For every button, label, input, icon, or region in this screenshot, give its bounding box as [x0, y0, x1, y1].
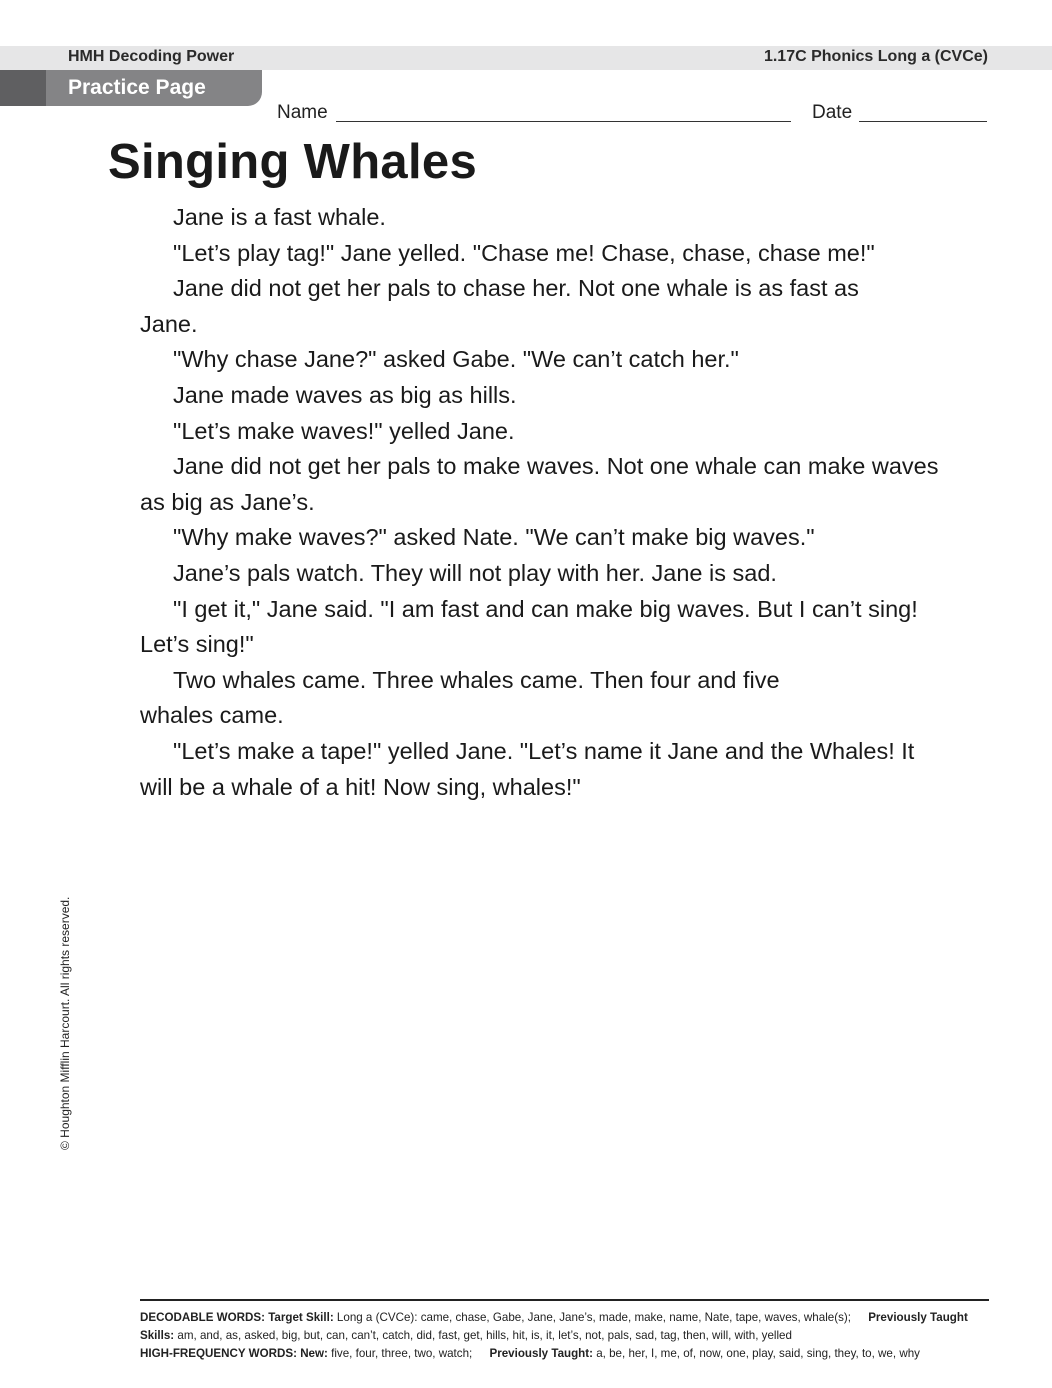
skill-label: 1.17C Phonics Long a (CVCe)	[763, 48, 988, 65]
story-paragraph: "Why chase Jane?" asked Gabe. "We can’t catch her."	[173, 346, 739, 373]
story-paragraph: "I get it," Jane said. "I am fast and can make big waves. But I can’t sing! Let’s sing!"	[140, 595, 918, 658]
tab-accent	[0, 70, 46, 106]
story-paragraph: Jane did not get her pals to make waves. Not one whale can make waves as big as Jane’s.	[140, 453, 939, 515]
story-paragraph: Jane is a fast whale.	[173, 204, 386, 230]
previously-taught-label: Previously Taught:	[489, 1347, 593, 1360]
previously-taught-words: a, be, her, I, me, of, now, one, play, said, sing, they, to, we, why	[596, 1347, 920, 1360]
story-paragraph: "Why make waves?" asked Nate. "We can’t make big waves."	[173, 524, 815, 551]
high-frequency-label: HIGH-FREQUENCY WORDS:	[140, 1347, 297, 1360]
date-label: Date	[812, 102, 853, 123]
page-title: Singing Whales	[108, 135, 477, 189]
decodable-label: DECODABLE WORDS:	[140, 1311, 265, 1324]
story-paragraph: Jane did not get her pals to chase her. Not one whale is as fast as Jane.	[140, 275, 859, 337]
copyright-notice: © Houghton Mifflin Harcourt. All rights reserved.	[58, 896, 72, 1150]
target-skill-label: Target Skill:	[268, 1311, 334, 1324]
practice-page-label: Practice Page	[68, 76, 206, 99]
target-skill-words: Long a (CVCe): came, chase, Gabe, Jane, Jane’s, made, make, name, Nate, tape, waves, whale(s);	[336, 1311, 851, 1324]
date-line[interactable]	[859, 121, 987, 122]
new-words: five, four, three, two, watch;	[331, 1347, 473, 1360]
brand-title: HMH Decoding Power	[68, 48, 235, 65]
story-paragraph: Two whales came. Three whales came. Then four and five whales came.	[140, 666, 780, 729]
name-line[interactable]	[336, 121, 791, 122]
story-paragraph: "Let’s make a tape!" yelled Jane. "Let’s name it Jane and the Whales! It will be a whale of a hit! Now sing, whales!"	[140, 737, 915, 800]
name-label: Name	[277, 102, 328, 123]
story-paragraph: "Let’s make waves!" yelled Jane.	[173, 417, 515, 444]
story-paragraph: Jane’s pals watch. They will not play with her. Jane is sad.	[173, 559, 777, 586]
word-list-footer	[140, 1309, 1000, 1363]
story-paragraph: Jane made waves as big as hills.	[173, 381, 517, 408]
previous-skills-words: am, and, as, asked, big, but, can, can’t, catch, did, fast, get, hills, hit, is, it, let’s, not, pals, sad, tag, then, will, with, yelled	[177, 1329, 792, 1342]
new-words-label: New:	[300, 1347, 328, 1360]
story-text	[140, 200, 940, 805]
practice-page-tab	[46, 70, 262, 106]
previous-skills-label: Previously Taught Skills:	[140, 1311, 968, 1342]
footer-divider	[140, 1299, 989, 1301]
story-paragraph: "Let’s play tag!" Jane yelled. "Chase me! Chase, chase, chase me!"	[173, 239, 875, 266]
